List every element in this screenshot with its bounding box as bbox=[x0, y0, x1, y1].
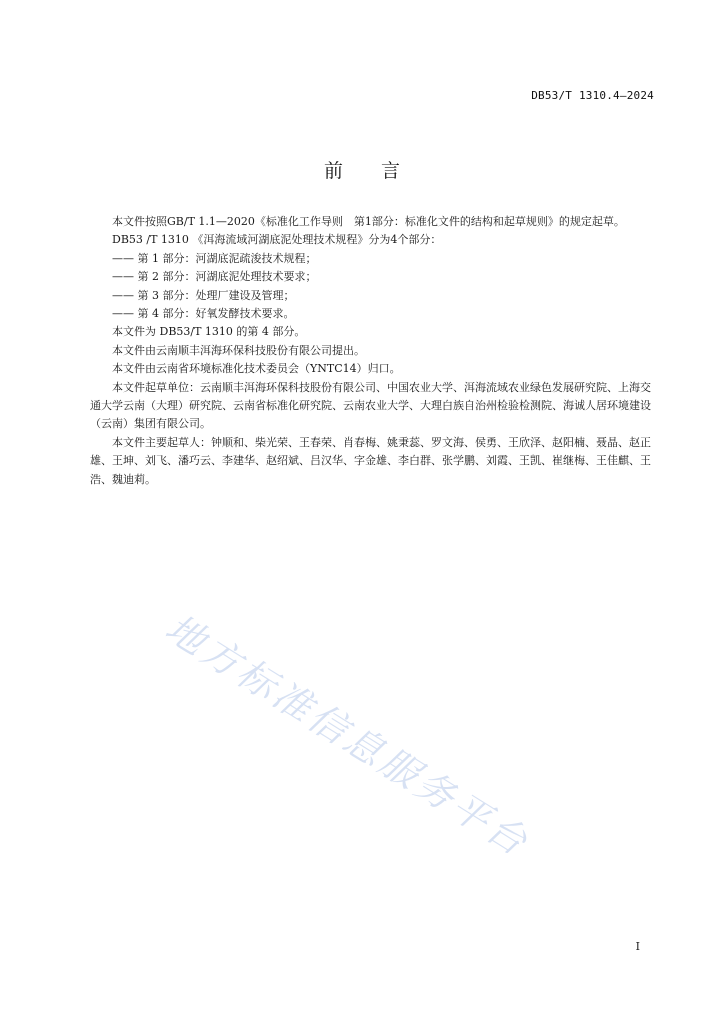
list-item: —— 第 3 部分：处理厂建设及管理； bbox=[112, 288, 295, 302]
list-item: —— 第 2 部分：河湖底泥处理技术要求； bbox=[112, 270, 317, 284]
paragraph-committee: 本文件由云南省环境标准化技术委员会（YNTC14）归口。 bbox=[112, 362, 401, 376]
paragraph-drafting-units: 本文件起草单位：云南顺丰洱海环保科技股份有限公司、中国农业大学、洱海流域农业绿色发展研究院、上海交通大学云南（大理）研究院、云南省标准化研究院、云南农业大学、大理白族自治州检验检测院、海诚人居环境建设（云南）集团有限公司。 bbox=[90, 380, 651, 431]
foreword-body bbox=[90, 213, 658, 489]
page-number: I bbox=[635, 940, 640, 953]
paragraph-parts-intro: DB53 /T 1310 《洱海流域河湖底泥处理技术规程》分为4个部分： bbox=[112, 233, 442, 247]
watermark: 地方标准信息服务平台 bbox=[157, 605, 538, 866]
paragraph-part-number: 本文件为 DB53/T 1310 的第 4 部分。 bbox=[112, 325, 306, 339]
list-item: —— 第 1 部分：河湖底泥疏浚技术规程； bbox=[112, 251, 317, 265]
parts-list bbox=[90, 250, 658, 324]
document-code: DB53/T 1310.4—2024 bbox=[531, 89, 654, 102]
paragraph-drafters: 本文件主要起草人：钟顺和、柴光荣、王春荣、肖春梅、姚秉蕊、罗文海、侯勇、王欣泽、赵阳楠、聂晶、赵正雄、王坤、刘飞、潘巧云、李建华、赵绍斌、吕汉华、字金雄、李白群、张学鹏、刘霞、王凯、崔继梅、王佳麒、王浩、魏迪莉。 bbox=[90, 435, 651, 486]
paragraph-drafting-rules: 本文件按照GB/T 1.1—2020《标准化工作导则 第1部分：标准化文件的结构和起草规则》的规定起草。 bbox=[112, 215, 625, 228]
page-title: 前言 bbox=[323, 160, 438, 182]
paragraph-proposer: 本文件由云南顺丰洱海环保科技股份有限公司提出。 bbox=[112, 343, 365, 357]
list-item: —— 第 4 部分：好氧发酵技术要求。 bbox=[112, 307, 295, 321]
